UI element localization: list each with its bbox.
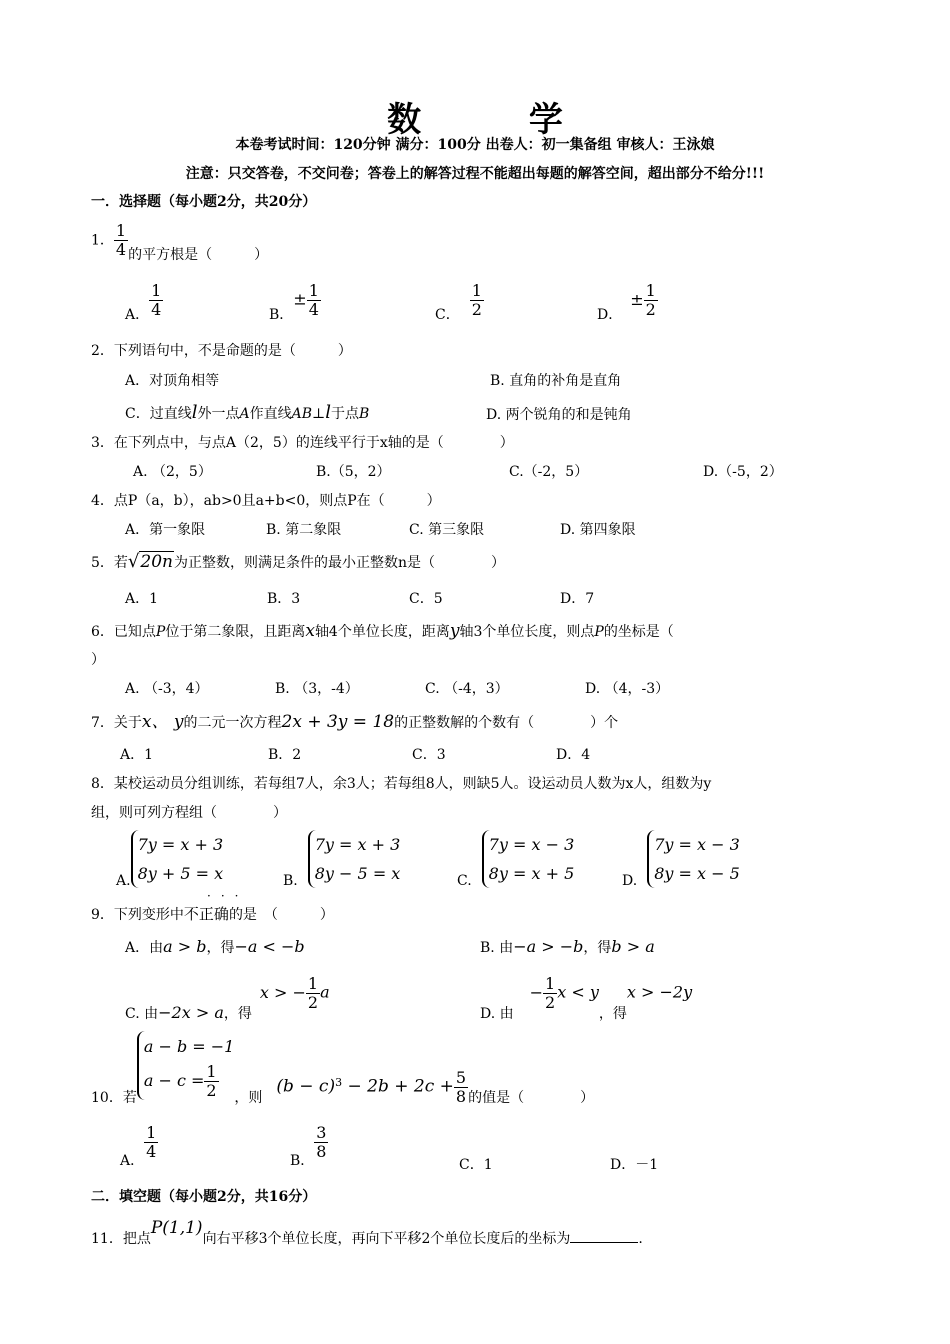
q3-option-c[interactable]: C.（-2，5） (509, 464, 589, 480)
q4-option-b[interactable]: B. 第二象限 (266, 522, 342, 538)
answer-blank[interactable] (570, 1228, 638, 1243)
question-6: 6．已知点P位于第二象限，且距离x轴4个单位长度，距离y轴3个单位长度，则点P的坐标是（ (91, 621, 674, 641)
q9-option-b[interactable]: B. 由−a > −b，得b > a (480, 937, 655, 956)
question-8-line2: 组，则可列方程组（ ） (91, 805, 287, 821)
question-8-line1: 8．某校运动员分组训练，若每组7人，余3人；若每组8人，则缺5人。设运动员人数为x人，组数为y (91, 776, 712, 792)
emphasis-dots: ··· (207, 889, 249, 903)
q1-option-c[interactable]: C． $\frac{1}{2}$ (435, 281, 482, 323)
question-1: 1． $\frac{1}{4}$ 的平方根是（ ） (91, 221, 269, 263)
q4-option-a[interactable]: A．第一象限 (125, 522, 206, 538)
q6-option-b[interactable]: B. （3，-4） (275, 681, 359, 697)
question-2: 2．下列语句中，不是命题的是（ ） (91, 343, 352, 359)
q7-option-c[interactable]: C．3 (412, 747, 446, 763)
question-3: 3．在下列点中，与点A（2，5）的连线平行于x轴的是（ ） (91, 435, 514, 451)
section-1-title: 一．选择题（每小题2分，共20分） (91, 194, 317, 210)
q5-option-d[interactable]: D．7 (560, 591, 595, 607)
q7-option-b[interactable]: B．2 (268, 747, 302, 763)
question-6-cont: ） (91, 652, 105, 668)
question-7: 7．关于x、 y的二元一次方程2x + 3y = 18的正整数解的个数有（ ）个 (91, 712, 619, 732)
q2-option-c[interactable]: C．过直线l外一点A作直线AB⊥l于点B (125, 402, 370, 423)
q9-option-d[interactable]: D. 由− $\frac{1}{2}$ x < y，得x > −2y (480, 974, 693, 1022)
q10-option-b[interactable]: B． $\frac{3}{8}$ (290, 1123, 327, 1169)
q3-option-d[interactable]: D.（-5，2） (703, 464, 783, 480)
question-9: 9．下列变形中不正确的是 （ ） (91, 905, 334, 923)
q1-option-b[interactable]: B．± $\frac{1}{4}$ (269, 281, 319, 323)
q9-option-a[interactable]: A．由a > b，得−a < −b (125, 937, 305, 956)
q2-option-d[interactable]: D. 两个锐角的和是钝角 (486, 407, 632, 423)
q7-option-d[interactable]: D．4 (556, 747, 591, 763)
q10-option-d[interactable]: D．－1 (610, 1157, 659, 1173)
q3-option-b[interactable]: B.（5，2） (316, 464, 391, 480)
q9-option-c[interactable]: C. 由−2x > a，得x > − $\frac{1}{2}$ a (125, 974, 330, 1022)
q1-option-a[interactable]: A． $\frac{1}{4}$ (125, 281, 162, 323)
q8-option-d[interactable]: D. 7y = x − 3 8y = x − 5 (622, 830, 740, 888)
question-10: 10．若 a − b = −1 a − c = $\frac{1}{2}$ ，则$(b - c)^3 - 2b + 2c$ + $\frac{5}{8}$ 的值是（ ） (91, 1031, 594, 1100)
q3-option-a[interactable]: A. （2，5） (133, 464, 212, 480)
q7-option-a[interactable]: A．1 (120, 747, 154, 763)
exam-info: 本卷考试时间：120分钟 满分：100分 出卷人：初一集备组 审核人：王泳娘 (235, 137, 715, 153)
q1-option-d[interactable]: D．± $\frac{1}{2}$ (597, 281, 656, 323)
question-11: 11．把点P(1,1)向右平移3个单位长度，再向下平移2个单位长度后的坐标为 . (91, 1218, 643, 1247)
q6-option-d[interactable]: D. （4，-3） (585, 681, 670, 697)
q5-option-c[interactable]: C．5 (409, 591, 443, 607)
q2-option-a[interactable]: A．对顶角相等 (125, 373, 220, 389)
q5-option-b[interactable]: B．3 (267, 591, 301, 607)
question-4: 4．点P（a，b），ab>0且a+b<0，则点P在（ ） (91, 493, 441, 509)
q8-option-a[interactable]: A. 7y = x + 3 8y + 5 = x (116, 830, 223, 888)
q8-option-b[interactable]: B. 7y = x + 3 8y − 5 = x (283, 830, 400, 888)
page-title: 数 学 (387, 100, 611, 140)
q4-option-d[interactable]: D. 第四象限 (560, 522, 636, 538)
q6-option-a[interactable]: A. （-3，4） (125, 681, 209, 697)
q6-option-c[interactable]: C. （-4，3） (425, 681, 509, 697)
question-5: 5．若√20n为正整数，则满足条件的最小正整数n是（ ） (91, 551, 506, 572)
q4-option-c[interactable]: C. 第三象限 (409, 522, 485, 538)
q10-option-c[interactable]: C．1 (459, 1157, 493, 1173)
q5-option-a[interactable]: A．1 (125, 591, 159, 607)
q8-option-c[interactable]: C. 7y = x − 3 8y = x + 5 (457, 830, 574, 888)
q2-option-b[interactable]: B. 直角的补角是直角 (490, 373, 622, 389)
q10-option-a[interactable]: A． $\frac{1}{4}$ (120, 1123, 157, 1169)
exam-notice: 注意：只交答卷，不交问卷；答卷上的解答过程不能超出每题的解答空间，超出部分不给分!!! (185, 166, 765, 182)
section-2-title: 二．填空题（每小题2分，共16分） (91, 1189, 317, 1205)
